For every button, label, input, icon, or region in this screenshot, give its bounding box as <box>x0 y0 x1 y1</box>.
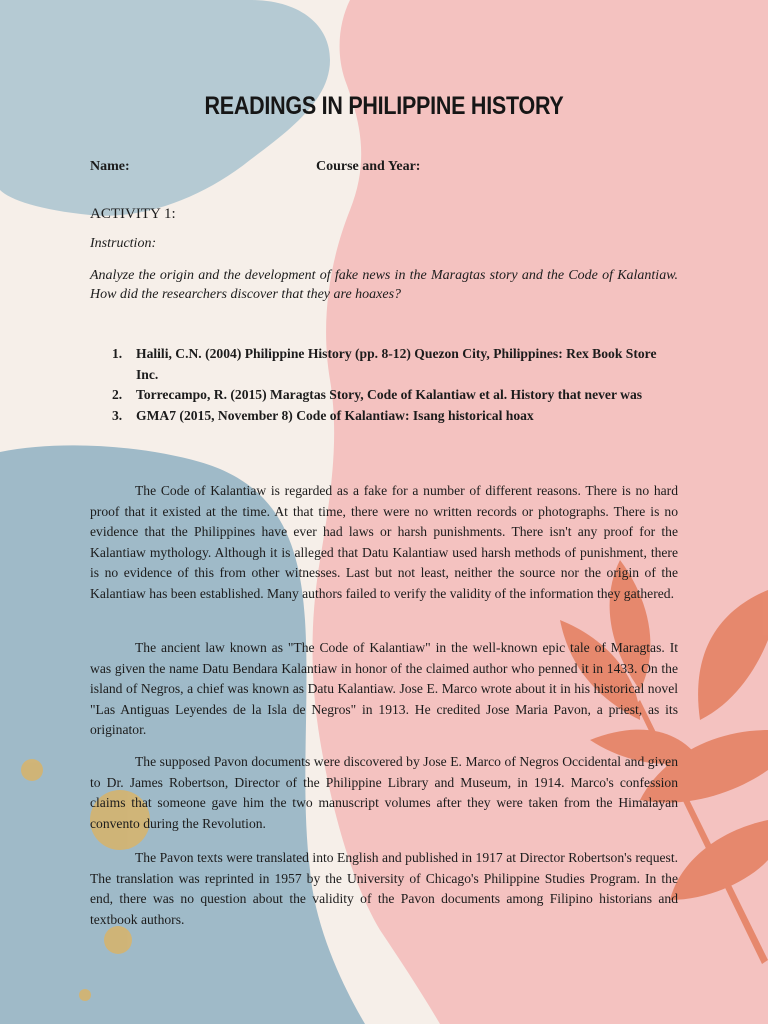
reference-number: 1. <box>112 346 123 361</box>
course-year-label: Course and Year: <box>316 159 421 174</box>
reference-number: 2. <box>112 387 123 402</box>
body-paragraph-4: The Pavon texts were translated into English and published in 1917 at Director Robertson's request. The translation was reprinted in 1957 by the University of Chicago's Philippine Studies Program. In the end, there was no question about the validity of the Pavon documents among Filipino historians and textbook authors. <box>90 850 678 927</box>
reference-number: 3. <box>112 407 123 423</box>
body-paragraph-3: The supposed Pavon documents were discovered by Jose E. Marco of Negros Occidental and given to Dr. James Robertson, Director of the Philippine Library and Museum, in 1914. Marco's confession claims that someone gave him the two manuscript volumes after they were taken from the Himalayan convento during the Revolution. <box>90 754 678 831</box>
name-label: Name: <box>90 159 130 174</box>
reference-text: GMA7 (2015, November 8) Code of Kalantiaw: Isang historical hoax <box>136 407 534 423</box>
body-paragraph-1: The Code of Kalantiaw is regarded as a fake for a number of different reasons. There is no hard proof that it existed at the time. At that time, there were no written records or photographs. There is no evidence that the Philippines have ever had laws or harsh punishments. There isn't any proof for the Kalantiaw mythology. Although it is alleged that Datu Kalantiaw used harsh methods of punishment, there is no evidence of this from other witnesses. Last but not least, neither the source nor the origin of the Kalantiaw has been established. Many authors failed to verify the validity of the information they gathered. <box>90 483 678 601</box>
reference-text: Halili, C.N. (2004) Philippine History (pp. 8-12) Quezon City, Philippines: Rex Book Store Inc. <box>136 346 657 382</box>
activity-question: Analyze the origin and the development of fake news in the Maragtas story and the Code of Kalantiaw. How did the researchers discover that they are hoaxes? <box>90 268 678 302</box>
body-paragraph-2: The ancient law known as "The Code of Kalantiaw" in the well-known epic tale of Maragtas. It was given the name Datu Bendara Kalantiaw in honor of the claimed author who penned it in 1433. On the island of Negros, a chief was known as Datu Kalantiaw. Jose E. Marco wrote about it in his historical novel "Las Antiguas Leyendes de la Isla de Negros" in 1913. He credited Jose Maria Pavon, a priest, as its originator. <box>90 640 678 738</box>
activity-heading: ACTIVITY 1: <box>90 206 176 222</box>
instruction-label: Instruction: <box>90 236 157 251</box>
reference-item <box>112 406 678 427</box>
reference-list <box>112 344 678 426</box>
reference-item <box>112 344 678 385</box>
reference-item <box>112 385 678 406</box>
reference-text: Torrecampo, R. (2015) Maragtas Story, Code of Kalantiaw et al. History that never was <box>136 387 643 402</box>
page-title: READINGS IN PHILIPPINE HISTORY <box>204 92 564 120</box>
